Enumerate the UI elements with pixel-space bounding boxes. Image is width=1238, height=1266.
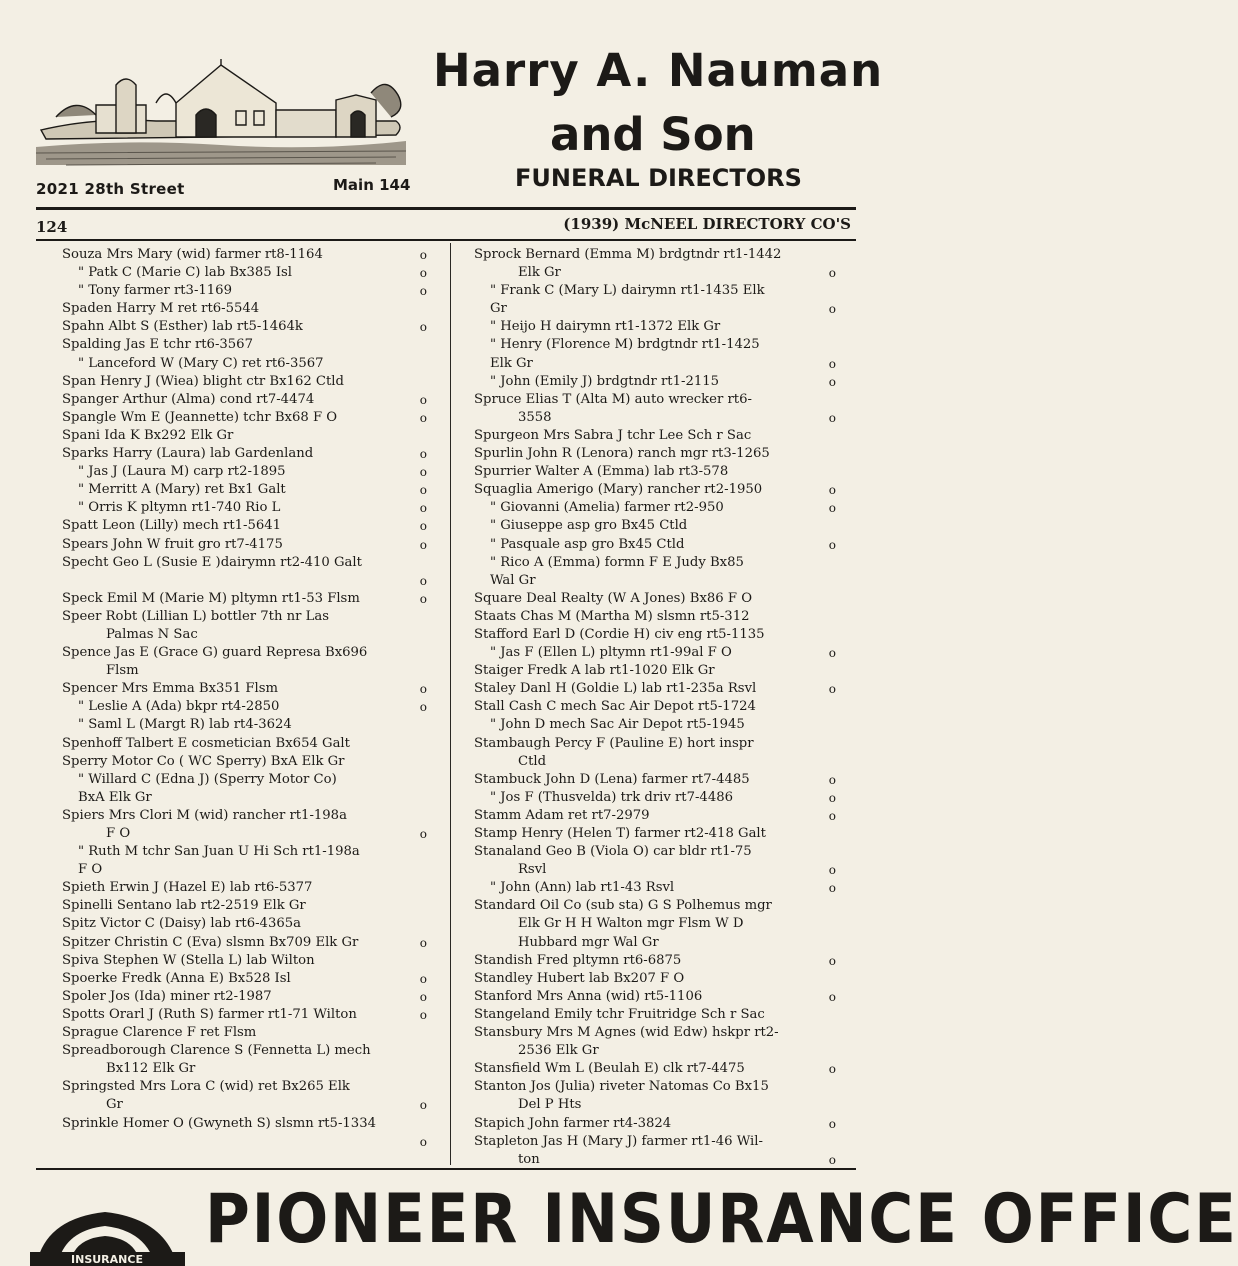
listing-entry	[474, 1024, 836, 1060]
listing-entry	[62, 698, 427, 716]
entry-text: Spahn Albt S (Esther) lab rt5-1464k	[62, 319, 303, 335]
insurance-seal-icon	[30, 1198, 185, 1266]
entry-continuation: Del P Hts	[518, 1097, 582, 1113]
listing-entry	[62, 879, 427, 897]
listing-entry	[474, 970, 836, 988]
entry-text: Sprock Bernard (Emma M) brdgtndr rt1-1442	[474, 247, 782, 262]
entry-continuation: Palmas N Sac	[106, 626, 198, 642]
listing-entry	[62, 445, 427, 463]
entry-mark: o	[828, 302, 836, 317]
listing-entry	[474, 1060, 836, 1078]
listing-entry	[62, 952, 427, 970]
entry-continuation: F O	[106, 826, 131, 841]
entry-text: Springsted Mrs Lora C (wid) ret Bx265 Elk	[62, 1079, 350, 1095]
firm-tagline: FUNERAL DIRECTORS	[515, 164, 802, 192]
entry-text: Specht Geo L (Susie E )dairymn rt2-410 Galt	[62, 554, 362, 570]
listing-entry	[62, 481, 427, 499]
entry-text: " Jas J (Laura M) carp rt2-1895	[78, 464, 286, 480]
entry-mark: o	[419, 935, 427, 950]
page-header	[36, 215, 851, 237]
header-rule	[36, 207, 856, 210]
entry-text: Staats Chas M (Martha M) slsmn rt5-312	[474, 608, 750, 624]
entry-continuation: F O	[78, 862, 103, 878]
listing-entry	[474, 680, 836, 698]
entry-mark: o	[419, 700, 427, 715]
listing-entry	[474, 463, 836, 481]
listing-entry	[62, 843, 427, 879]
column-divider	[450, 243, 451, 1165]
listing-entry	[474, 282, 836, 318]
entry-text: Spalding Jas E tchr rt6-3567	[62, 337, 253, 353]
entry-text: " Lanceford W (Mary C) ret rt6-3567	[78, 355, 324, 371]
entry-text: Stangeland Emily tchr Fruitridge Sch r Sac	[474, 1006, 765, 1022]
listing-entry	[62, 970, 427, 988]
insurance-ad-title: PIONEER INSURANCE OFFICE	[205, 1180, 1238, 1259]
listing-entry	[62, 463, 427, 481]
entry-continuation: Gr	[490, 301, 507, 317]
listing-entry	[62, 771, 427, 807]
entry-text: Stanaland Geo B (Viola O) car bldr rt1-75	[474, 844, 752, 860]
listing-entry	[474, 626, 836, 644]
listing-entry	[474, 445, 836, 463]
entry-continuation: Bx112 Elk Gr	[106, 1061, 196, 1077]
entry-continuation: Hubbard mgr Wal Gr	[518, 934, 659, 950]
entry-mark: o	[419, 971, 427, 986]
listing-entry	[62, 608, 427, 644]
entry-text: " Frank C (Mary L) dairymn rt1-1435 Elk	[490, 283, 765, 299]
listing-entry	[474, 318, 836, 336]
entry-mark: o	[828, 1152, 836, 1167]
entry-text: Stall Cash C mech Sac Air Depot rt5-1724	[474, 699, 756, 715]
entry-mark: o	[828, 646, 836, 661]
listing-entry	[62, 336, 427, 354]
entry-text: Spiva Stephen W (Stella L) lab Wilton	[62, 952, 315, 968]
listing-entry	[474, 952, 836, 970]
entry-text: " Leslie A (Ada) bkpr rt4-2850	[78, 699, 280, 715]
listing-entry	[62, 716, 427, 734]
entry-text: Spieth Erwin J (Hazel E) lab rt6-5377	[62, 880, 313, 896]
listing-entry	[62, 988, 427, 1006]
entry-mark: o	[828, 501, 836, 516]
listing-entry	[474, 336, 836, 372]
listing-entry	[62, 897, 427, 915]
entry-text: Spitz Victor C (Daisy) lab rt6-4365a	[62, 916, 301, 932]
listing-entry	[474, 807, 836, 825]
entry-mark: o	[419, 1134, 427, 1149]
listing-entry	[62, 554, 427, 590]
listing-entry	[474, 391, 836, 427]
listing-entry	[62, 735, 427, 753]
entry-mark: o	[419, 1098, 427, 1113]
listing-entry	[62, 915, 427, 933]
entry-text: " Saml L (Margt R) lab rt4-3624	[78, 717, 292, 733]
listing-entry	[474, 517, 836, 535]
entry-text: Spangle Wm E (Jeannette) tchr Bx68 F O	[62, 409, 338, 425]
entry-text: Standard Oil Co (sub sta) G S Polhemus mgr	[474, 898, 772, 914]
listing-entry	[62, 1006, 427, 1024]
entry-continuation	[62, 1133, 427, 1151]
entry-mark: o	[419, 682, 427, 697]
right-listing-column	[474, 246, 836, 1169]
left-listing-column	[62, 246, 427, 1151]
listing-entry	[62, 264, 427, 282]
entry-text: Staley Danl H (Goldie L) lab rt1-235a Rsvl	[474, 681, 757, 697]
listing-entry	[474, 644, 836, 662]
listing-entry	[474, 879, 836, 897]
entry-text: Stamm Adam ret rt7-2979	[474, 807, 650, 823]
entry-mark: o	[828, 863, 836, 878]
entry-mark: o	[419, 483, 427, 498]
entry-text: Stafford Earl D (Cordie H) civ eng rt5-1135	[474, 626, 765, 642]
listing-entry	[62, 246, 427, 264]
entry-text: Stanford Mrs Anna (wid) rt5-1106	[474, 988, 703, 1004]
listing-entry	[62, 373, 427, 391]
entry-text: " Giuseppe asp gro Bx45 Ctld	[490, 518, 688, 534]
entry-text: Spencer Mrs Emma Bx351 Flsm	[62, 681, 279, 697]
entry-mark: o	[419, 266, 427, 281]
listing-entry	[474, 246, 836, 282]
entry-mark: o	[828, 1062, 836, 1077]
entry-text: Spence Jas E (Grace G) guard Represa Bx696	[62, 645, 368, 661]
listing-entry	[62, 1042, 427, 1078]
listing-entry	[474, 1115, 836, 1133]
entry-mark: o	[419, 410, 427, 425]
listing-entry	[474, 988, 836, 1006]
entry-mark: o	[828, 953, 836, 968]
firm-name-line2: and Son	[550, 108, 756, 161]
listing-entry	[474, 1133, 836, 1169]
entry-text: Stanton Jos (Julia) riveter Natomas Co Bx15	[474, 1079, 769, 1095]
entry-text: Spruce Elias T (Alta M) auto wrecker rt6-	[474, 391, 752, 407]
entry-text: Spoler Jos (Ida) miner rt2-1987	[62, 988, 272, 1004]
entry-mark: o	[828, 989, 836, 1004]
entry-text: Span Henry J (Wiea) blight ctr Bx162 Ctld	[62, 373, 344, 389]
entry-mark: o	[828, 356, 836, 371]
entry-text: Spani Ida K Bx292 Elk Gr	[62, 427, 234, 443]
listing-entry	[474, 499, 836, 517]
entry-mark: o	[419, 989, 427, 1004]
entry-mark: o	[828, 881, 836, 896]
entry-mark: o	[419, 284, 427, 299]
listing-entry	[62, 680, 427, 698]
listing-entry	[62, 427, 427, 445]
entry-text: Sprinkle Homer O (Gwyneth S) slsmn rt5-1334	[62, 1115, 376, 1131]
entry-text: " Jas F (Ellen L) pltymn rt1-99al F O	[490, 645, 732, 661]
entry-text: " Giovanni (Amelia) farmer rt2-950	[490, 500, 724, 516]
entry-text: Spiers Mrs Clori M (wid) rancher rt1-198a	[62, 807, 347, 823]
entry-mark: o	[828, 790, 836, 805]
listing-entry	[62, 517, 427, 535]
entry-continuation: ton	[518, 1151, 540, 1167]
entry-text: " Heijo H dairymn rt1-1372 Elk Gr	[490, 319, 721, 335]
entry-mark: o	[828, 808, 836, 823]
entry-text: " John (Ann) lab rt1-43 Rsvl	[490, 880, 675, 896]
entry-text: Stamp Henry (Helen T) farmer rt2-418 Galt	[474, 826, 766, 841]
entry-text: Stapich John farmer rt4-3824	[474, 1115, 672, 1131]
listing-entry	[474, 481, 836, 499]
listing-entry	[474, 608, 836, 626]
entry-mark: o	[419, 519, 427, 534]
entry-mark: o	[419, 573, 427, 588]
entry-text: " Patk C (Marie C) lab Bx385 Isl	[78, 265, 293, 281]
entry-mark: o	[828, 1116, 836, 1131]
page-number: 124	[36, 218, 68, 236]
entry-continuation: Flsm	[106, 663, 139, 679]
chapel-illustration-icon	[36, 55, 406, 170]
listing-entry	[62, 391, 427, 409]
entry-text: Standish Fred pltymn rt6-6875	[474, 952, 682, 968]
listing-entry	[474, 1006, 836, 1024]
entry-continuation: Elk Gr	[490, 355, 533, 371]
entry-mark: o	[828, 266, 836, 281]
entry-mark: o	[419, 501, 427, 516]
entry-text: " Willard C (Edna J) (Sperry Motor Co)	[78, 771, 337, 787]
listing-entry	[62, 1115, 427, 1151]
listing-entry	[62, 753, 427, 771]
svg-text:INSURANCE: INSURANCE	[71, 1253, 143, 1266]
listing-entry	[474, 698, 836, 716]
listing-entry	[62, 1024, 427, 1042]
listing-entry	[474, 789, 836, 807]
entry-text: Stansbury Mrs M Agnes (wid Edw) hskpr rt2-	[474, 1025, 779, 1041]
entry-text: Spanger Arthur (Alma) cond rt7-4474	[62, 391, 315, 407]
entry-mark: o	[419, 1007, 427, 1022]
listing-entry	[62, 300, 427, 318]
entry-mark: o	[828, 374, 836, 389]
entry-text: Spotts Orarl J (Ruth S) farmer rt1-71 Wilton	[62, 1006, 357, 1022]
entry-text: Staiger Fredk A lab rt1-1020 Elk Gr	[474, 663, 715, 679]
listing-entry	[62, 409, 427, 427]
firm-name-line1: Harry A. Nauman	[433, 44, 884, 97]
listing-entry	[62, 282, 427, 300]
entry-mark: o	[828, 772, 836, 787]
listing-entry	[62, 355, 427, 373]
listing-entry	[474, 716, 836, 734]
entry-text: Spaden Harry M ret rt6-5544	[62, 301, 260, 317]
entry-continuation: Ctld	[518, 753, 547, 769]
entry-continuation: 2536 Elk Gr	[518, 1043, 599, 1059]
listing-entry	[62, 590, 427, 608]
entry-mark: o	[828, 682, 836, 697]
entry-mark: o	[419, 591, 427, 606]
entry-text: " Pasquale asp gro Bx45 Ctld	[490, 536, 685, 552]
entry-text: " Jos F (Thusvelda) trk driv rt7-4486	[490, 789, 733, 805]
entry-text: Stansfield Wm L (Beulah E) clk rt7-4475	[474, 1061, 745, 1077]
listing-entry	[474, 427, 836, 445]
entry-continuation: Elk Gr H H Walton mgr Flsm W D	[518, 916, 744, 932]
listing-entry	[62, 499, 427, 517]
column-top-rule	[36, 239, 856, 241]
entry-text: Spears John W fruit gro rt7-4175	[62, 536, 283, 552]
entry-continuation: 3558	[518, 409, 552, 425]
entry-text: Speck Emil M (Marie M) pltymn rt1-53 Flsm	[62, 590, 360, 606]
funeral-home-phone: Main 144	[333, 176, 411, 194]
entry-text: " John D mech Sac Air Depot rt5-1945	[490, 717, 745, 733]
entry-text: Sprague Clarence F ret Flsm	[62, 1025, 257, 1041]
entry-text: " Orris K pltymn rt1-740 Rio L	[78, 500, 281, 516]
entry-text: Stambaugh Percy F (Pauline E) hort inspr	[474, 735, 754, 751]
entry-text: Sperry Motor Co ( WC Sperry) BxA Elk Gr	[62, 753, 345, 769]
entry-continuation: BxA Elk Gr	[78, 789, 152, 805]
entry-text: Spinelli Sentano lab rt2-2519 Elk Gr	[62, 898, 306, 914]
entry-text: " Henry (Florence M) brdgtndr rt1-1425	[490, 337, 760, 353]
entry-mark: o	[419, 537, 427, 552]
entry-text: " Tony farmer rt3-1169	[78, 283, 232, 299]
entry-text: Souza Mrs Mary (wid) farmer rt8-1164	[62, 247, 323, 262]
entry-text: Square Deal Realty (W A Jones) Bx86 F O	[474, 590, 753, 606]
entry-mark: o	[828, 410, 836, 425]
entry-text: Spurgeon Mrs Sabra J tchr Lee Sch r Sac	[474, 427, 752, 443]
entry-text: Spurlin John R (Lenora) ranch mgr rt3-1265	[474, 446, 770, 462]
entry-continuation: Wal Gr	[490, 572, 536, 588]
entry-mark: o	[419, 392, 427, 407]
entry-text: Spitzer Christin C (Eva) slsmn Bx709 Elk Gr	[62, 934, 359, 950]
listing-entry	[62, 536, 427, 554]
listing-entry	[474, 843, 836, 879]
entry-mark: o	[828, 483, 836, 498]
entry-text: Stapleton Jas H (Mary J) farmer rt1-46 Wil-	[474, 1133, 763, 1149]
entry-text: Spoerke Fredk (Anna E) Bx528 Isl	[62, 970, 291, 986]
funeral-directors-ad	[0, 0, 884, 205]
entry-text: Spreadborough Clarence S (Fennetta L) mech	[62, 1043, 371, 1059]
entry-continuation: Rsvl	[518, 862, 547, 878]
listing-entry	[62, 1078, 427, 1114]
funeral-home-address: 2021 28th Street	[36, 180, 185, 198]
entry-text: " Ruth M tchr San Juan U Hi Sch rt1-198a	[78, 844, 360, 860]
listing-entry	[62, 934, 427, 952]
running-title: (1939) McNEEL DIRECTORY CO'S	[563, 215, 851, 233]
listing-entry	[474, 590, 836, 608]
entry-text: Standley Hubert lab Bx207 F O	[474, 970, 685, 986]
listing-entry	[474, 1078, 836, 1114]
entry-text: " Rico A (Emma) formn F E Judy Bx85	[490, 554, 744, 570]
entry-mark: o	[419, 827, 427, 841]
entry-mark: o	[419, 447, 427, 462]
entry-continuation: Elk Gr	[518, 265, 561, 281]
listing-entry	[474, 897, 836, 951]
listing-entry	[474, 373, 836, 391]
entry-text: Spatt Leon (Lilly) mech rt1-5641	[62, 518, 282, 534]
listing-entry	[474, 771, 836, 789]
listing-entry	[62, 807, 427, 843]
listing-entry	[474, 554, 836, 590]
entry-mark: o	[419, 465, 427, 480]
entry-text: " John (Emily J) brdgtndr rt1-2115	[490, 373, 720, 389]
entry-text: Spurrier Walter A (Emma) lab rt3-578	[474, 464, 729, 480]
listing-entry	[62, 644, 427, 680]
entry-continuation	[62, 572, 427, 590]
entry-text: Speer Robt (Lillian L) bottler 7th nr Las	[62, 608, 330, 624]
listing-entry	[62, 318, 427, 336]
entry-text: Spenhoff Talbert E cosmetician Bx654 Galt	[62, 735, 350, 751]
insurance-ad	[0, 1170, 1238, 1266]
listing-entry	[474, 536, 836, 554]
entry-mark: o	[419, 248, 427, 262]
entry-text: Squaglia Amerigo (Mary) rancher rt2-1950	[474, 482, 763, 498]
listing-entry	[474, 662, 836, 680]
listing-entry	[474, 735, 836, 771]
entry-text: Sparks Harry (Laura) lab Gardenland	[62, 446, 314, 462]
entry-mark: o	[828, 537, 836, 552]
entry-mark: o	[419, 320, 427, 335]
entry-text: Stambuck John D (Lena) farmer rt7-4485	[474, 771, 750, 787]
entry-continuation: Gr	[106, 1097, 123, 1113]
entry-text: " Merritt A (Mary) ret Bx1 Galt	[78, 482, 286, 498]
listing-entry	[474, 825, 836, 843]
